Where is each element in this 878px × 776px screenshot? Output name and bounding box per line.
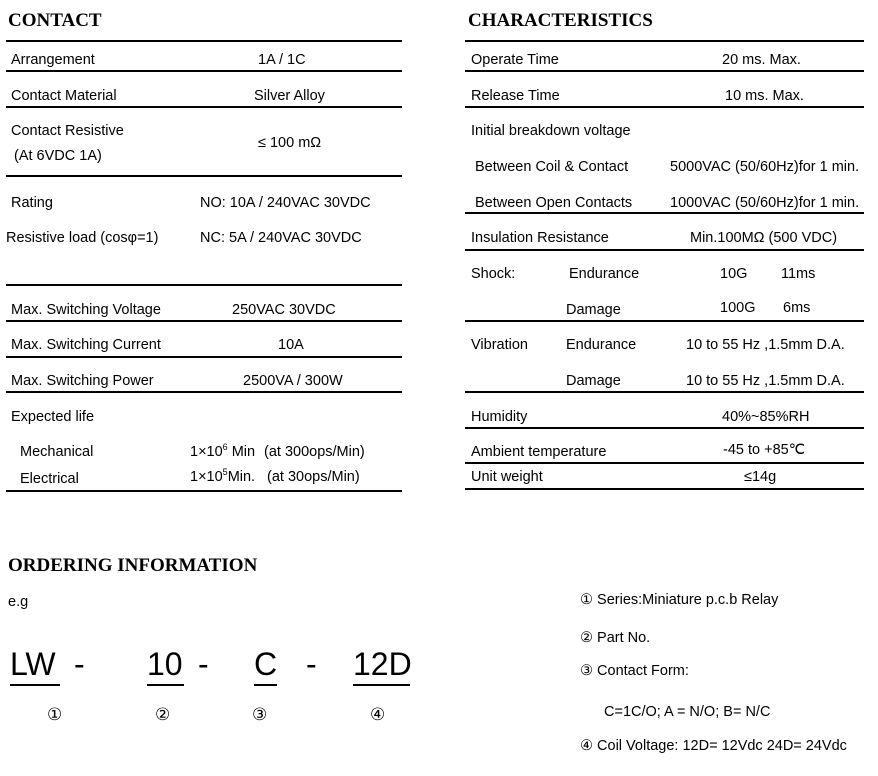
expected-life-label: Expected life [11,409,95,425]
ambient-label: Ambient temperature [471,444,607,460]
max-current-value: 10A [278,337,304,353]
legend-coil-voltage: ④ Coil Voltage: 12D= 12Vdc 24D= 24Vdc [580,738,847,754]
underline [10,684,60,686]
max-voltage-label: Max. Switching Voltage [11,302,161,318]
coil-contact-value: 5000VAC (50/60Hz)for 1 min. [670,159,860,175]
shock-damage-g: 100G [720,300,756,316]
coil-contact-label: Between Coil & Contact [475,159,629,175]
divider [6,490,402,492]
insulation-label: Insulation Resistance [471,230,609,246]
max-power-label: Max. Switching Power [11,373,154,389]
legend-part-no: ② Part No. [580,630,651,646]
divider [465,70,864,72]
divider [465,106,864,108]
vibration-damage-value: 10 to 55 Hz ,1.5mm D.A. [686,373,845,389]
divider [465,391,864,393]
shock-endurance-label: Endurance [569,266,640,282]
material-value: Silver Alloy [254,88,325,104]
coil-voltage-code: 12D [353,646,412,682]
divider [6,391,402,393]
divider [465,40,864,42]
weight-label: Unit weight [471,469,543,485]
divider [6,284,402,286]
circled-number-4: ④ [370,705,386,724]
separator-dash: - [198,646,209,682]
vibration-endurance-value: 10 to 55 Hz ,1.5mm D.A. [686,337,845,353]
underline [353,684,410,686]
resistive-sub-label: (At 6VDC 1A) [14,148,102,164]
underline [147,684,184,686]
divider [465,249,864,251]
example-label: e.g [8,594,29,610]
legend-contact-form: ③ Contact Form: [580,663,689,679]
release-time-value: 10 ms. Max. [725,88,804,104]
divider [465,427,864,429]
breakdown-label: Initial breakdown voltage [471,123,631,139]
characteristics-heading: CHARACTERISTICS [468,10,653,31]
open-contacts-value: 1000VAC (50/60Hz)for 1 min. [670,195,860,211]
weight-value: ≤14g [744,469,777,485]
legend-contact-form-detail: C=1C/O; A = N/O; B= N/C [604,704,771,720]
resistive-load-label: Resistive load (cosφ=1) [6,230,159,246]
mechanical-label: Mechanical [20,444,94,460]
underline [254,684,277,686]
contact-heading: CONTACT [8,10,102,31]
divider [465,488,864,490]
electrical-label: Electrical [20,471,79,487]
resistive-load-value: NC: 5A / 240VAC 30VDC [200,230,362,246]
arrangement-value: 1A / 1C [258,52,306,68]
divider [6,106,402,108]
divider [6,70,402,72]
shock-damage-label: Damage [566,302,621,318]
electrical-rate: (at 30ops/Min) [267,469,360,485]
part-number-code: 10 [147,646,183,682]
operate-time-value: 20 ms. Max. [722,52,801,68]
divider [6,320,402,322]
material-label: Contact Material [11,88,117,104]
open-contacts-label: Between Open Contacts [475,195,633,211]
humidity-value: 40%~85%RH [722,409,810,425]
shock-endurance-ms: 11ms [781,266,816,282]
max-power-value: 2500VA / 300W [243,373,343,389]
resistive-value: ≤ 100 mΩ [258,135,322,151]
divider [6,356,402,358]
max-current-label: Max. Switching Current [11,337,161,353]
circled-number-1: ① [47,705,63,724]
arrangement-label: Arrangement [11,52,95,68]
vibration-endurance-label: Endurance [566,337,637,353]
insulation-value: Min.100MΩ (500 VDC) [690,230,838,246]
max-voltage-value: 250VAC 30VDC [232,302,336,318]
ambient-value: -45 to +85℃ [723,442,805,458]
divider [465,212,864,214]
rating-label: Rating [11,195,53,211]
divider [465,462,864,464]
electrical-value: $1\times 10^5Min$. [190,467,256,485]
divider [6,40,402,42]
legend-series: ① Series:Miniature p.c.b Relay [580,592,779,608]
part-series-code: LW [10,646,56,682]
mechanical-rate: (at 300ops/Min) [264,444,365,460]
shock-damage-ms: 6ms [783,300,811,316]
ordering-heading: ORDERING INFORMATION [8,555,258,576]
divider [465,320,864,322]
vibration-label: Vibration [471,337,528,353]
circled-number-2: ② [155,705,171,724]
rating-value: NO: 10A / 240VAC 30VDC [200,195,371,211]
shock-endurance-g: 10G [720,266,748,282]
release-time-label: Release Time [471,88,560,104]
operate-time-label: Operate Time [471,52,559,68]
humidity-label: Humidity [471,409,528,425]
resistive-label: Contact Resistive [11,123,124,139]
divider [6,175,402,177]
contact-form-code: C [254,646,278,682]
vibration-damage-label: Damage [566,373,621,389]
mechanical-value: $1\times 10^6$ Min [190,442,256,460]
shock-label: Shock: [471,266,516,282]
separator-dash: - [74,646,85,682]
circled-number-3: ③ [252,705,268,724]
separator-dash: - [306,646,317,682]
